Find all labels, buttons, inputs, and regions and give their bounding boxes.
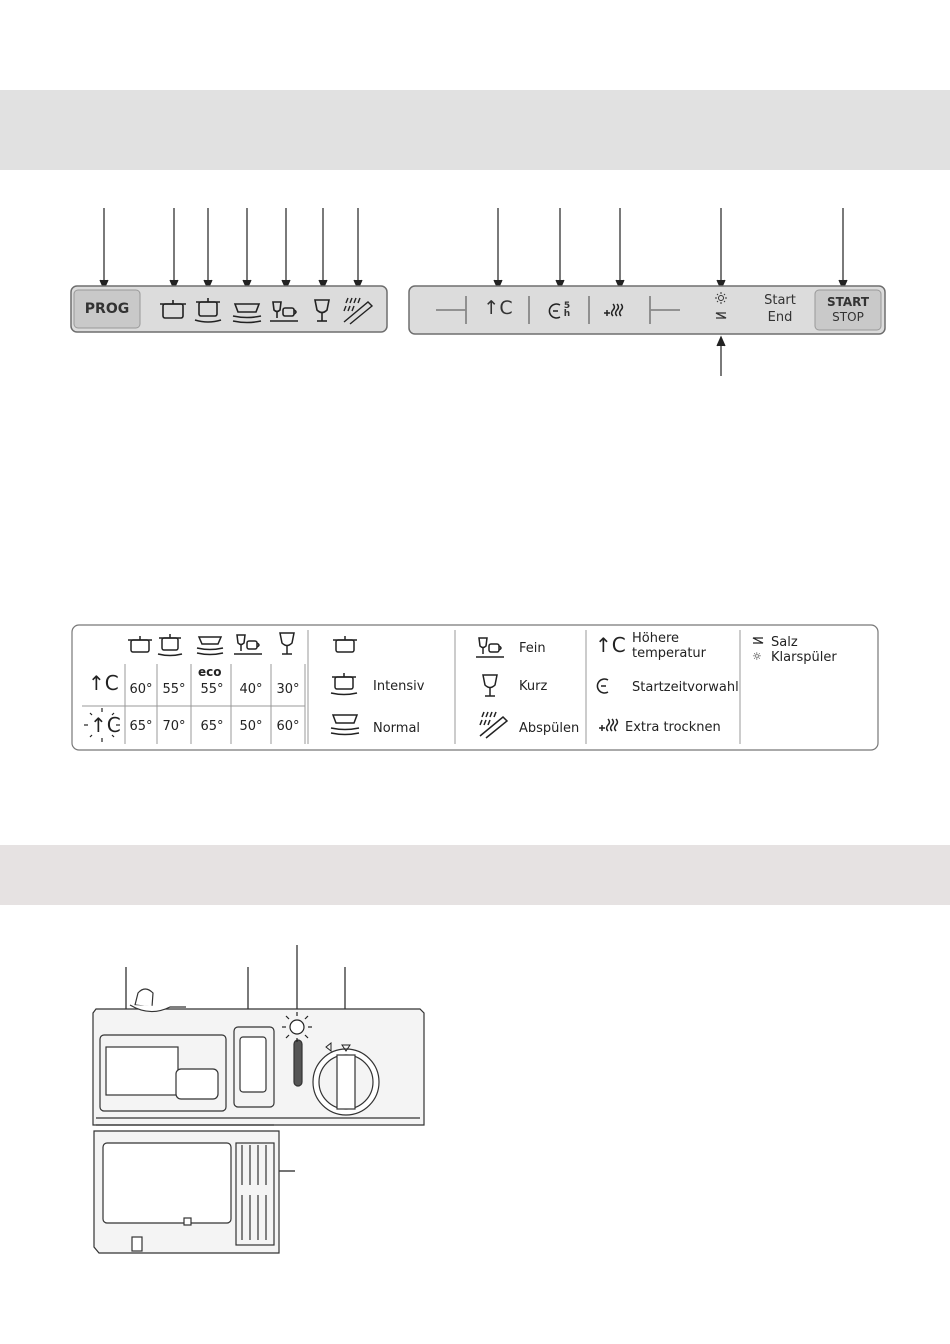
table-cell: 40° <box>239 682 263 697</box>
legend-hoehere-2: temperatur <box>632 646 707 661</box>
table-cell: 30° <box>276 682 300 697</box>
legend-startzeit: Startzeitvorwahl <box>632 680 739 695</box>
table-cell: 65° <box>200 719 224 734</box>
legend-hoehere-1: Höhere <box>632 631 680 646</box>
table-cell: 60° <box>276 719 300 734</box>
table-cell: 50° <box>239 719 263 734</box>
latch-icon <box>130 989 186 1012</box>
legend-abspuelen: Abspülen <box>519 721 580 736</box>
start-stop-button-label-2: STOP <box>832 310 864 324</box>
prog-button[interactable]: PROG <box>84 301 130 317</box>
section-header-band-2 <box>0 845 950 905</box>
eco-label: eco <box>198 665 222 679</box>
start-label: Start <box>764 293 796 308</box>
delay-hours-label: 5 h <box>563 301 571 319</box>
start-stop-button[interactable]: START <box>826 295 870 309</box>
table-cell: 65° <box>129 719 153 734</box>
temperature-button[interactable]: ↑C <box>483 297 513 319</box>
end-label: End <box>767 310 793 325</box>
temp-icon-row1: ↑C <box>88 671 119 695</box>
table-cell: 55° <box>200 682 224 697</box>
table-cell: 70° <box>162 719 186 734</box>
legend-fein: Fein <box>519 641 546 656</box>
legend-temp-icon: ↑C <box>595 633 626 657</box>
dispenser-diagram <box>0 935 950 1265</box>
legend-salz: Salz <box>771 635 798 650</box>
control-panel-diagram <box>0 200 950 390</box>
legend-kurz: Kurz <box>519 679 548 694</box>
table-cell: 55° <box>162 682 186 697</box>
legend-klarspueler: Klarspüler <box>771 650 837 665</box>
legend-intensiv: Intensiv <box>373 679 425 694</box>
legend-sun-icon: ☼ <box>752 650 762 663</box>
section-header-band <box>0 90 950 170</box>
legend-extra: Extra trocknen <box>625 720 721 735</box>
legend-normal: Normal <box>373 721 421 736</box>
temp-icon-row2: ↑C <box>90 713 121 737</box>
table-cell: 60° <box>129 682 153 697</box>
